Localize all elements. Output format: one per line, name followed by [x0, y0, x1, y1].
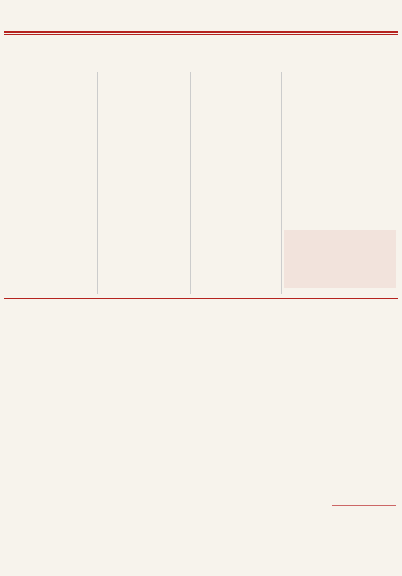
- column-divider: [281, 72, 282, 294]
- article2-column-4: [260, 348, 396, 500]
- article2-column-3: [175, 348, 255, 573]
- references-box: [332, 505, 396, 574]
- column-divider: [190, 72, 191, 294]
- article-divider: [4, 298, 398, 299]
- article2-column-2: [90, 348, 170, 573]
- article1-column-4: [284, 72, 396, 227]
- header-rule: [4, 31, 398, 33]
- article2-column-1: [5, 348, 85, 573]
- header-rule-thin: [4, 34, 398, 35]
- article1-column-1: [5, 72, 95, 294]
- column-divider: [97, 72, 98, 294]
- article1-column-2: [100, 72, 188, 294]
- article1-column-3: [193, 72, 279, 294]
- fund-box: [284, 230, 396, 288]
